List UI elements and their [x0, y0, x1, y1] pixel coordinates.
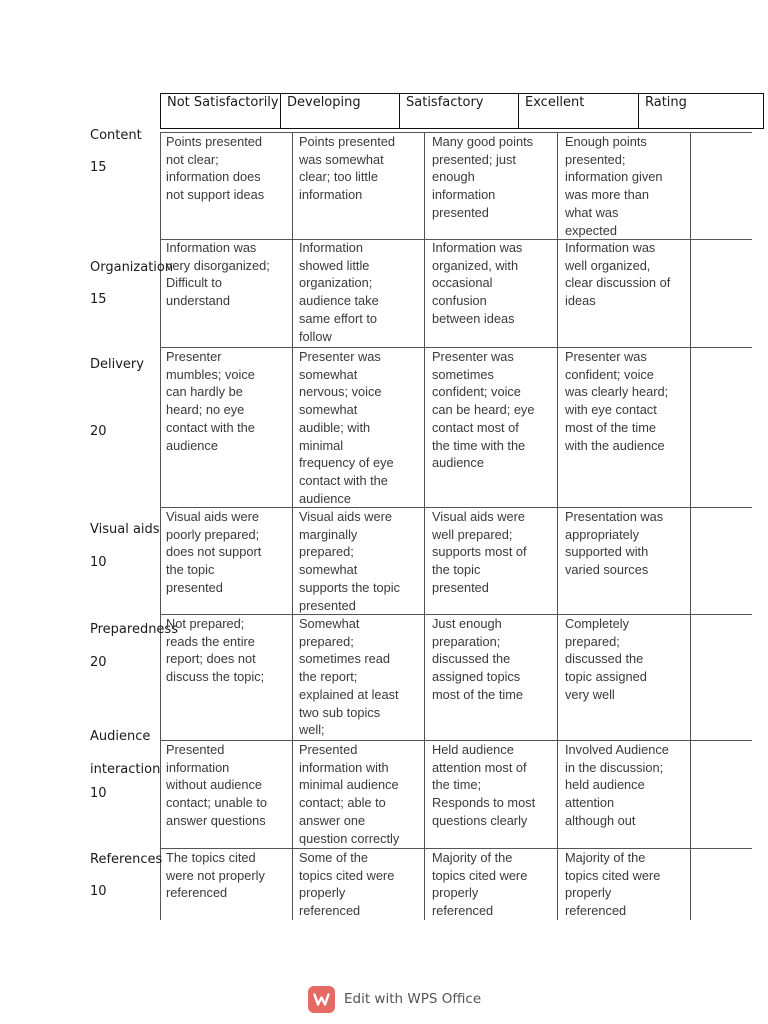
criterion-label-organization: Organization — [90, 260, 174, 275]
rubric-cell: Presented information without audience contact; unable to answer questions — [166, 742, 268, 828]
rubric-cell: Presenter mumbles; voice can hardly be heard; no eye contact with the audience — [166, 349, 255, 453]
grid-line — [690, 132, 691, 920]
header-satisfactory: Satisfactory — [400, 94, 519, 128]
criterion-points-content: 15 — [90, 160, 107, 175]
criterion-points-delivery: 20 — [90, 424, 107, 439]
grid-line — [557, 132, 558, 920]
rubric-cell: Some of the topics cited were properly referenced — [299, 850, 395, 919]
wps-edit-label: Edit with WPS Office — [344, 991, 482, 1007]
rubric-cell: Information was very disorganized; Difficult to understand — [166, 240, 270, 309]
criterion-label-audience-interaction: Audience interaction — [90, 729, 161, 777]
criterion-points-organization: 15 — [90, 292, 107, 307]
grid-line — [424, 132, 425, 920]
rubric-cell: Information showed little organization; audience take same effort to follow — [299, 240, 379, 344]
rubric-cell: Information was organized, with occasional confusion between ideas — [432, 240, 523, 326]
rubric-cell: Not prepared; reads the entire report; does not discuss the topic; — [166, 616, 265, 685]
rubric-cell: Presenter was confident; voice was clearly heard; with eye contact most of the time with the audience — [565, 349, 669, 453]
rubric-cell: Points presented was somewhat clear; too little information — [299, 134, 396, 203]
rubric-cell: Enough points presented; information given was more than what was expected — [565, 134, 663, 238]
rubric-cell: Presenter was sometimes confident; voice can be heard; eye contact most of the time with the audience — [432, 349, 535, 471]
wps-logo-icon — [308, 986, 335, 1013]
rubric-cell: Majority of the topics cited were properly referenced — [565, 850, 661, 919]
header-excellent: Excellent — [519, 94, 639, 128]
rubric-cell: Presented information with minimal audience contact; able to answer one question correctly — [299, 742, 400, 846]
rubric-cell: Completely prepared; discussed the topic assigned very well — [565, 616, 647, 702]
criterion-label-delivery: Delivery — [90, 357, 144, 372]
rubric-cell: Points presented not clear; information does not support ideas — [166, 134, 265, 203]
criterion-points-preparedness: 20 — [90, 655, 107, 670]
grid-line — [292, 132, 293, 920]
criterion-points-audience-interaction: 10 — [90, 786, 107, 801]
rubric-cell: Presenter was somewhat nervous; voice somewhat audible; with minimal frequency of eye contact with the audience — [299, 349, 394, 506]
rubric-cell: Visual aids were marginally prepared; somewhat supports the topic presented — [299, 509, 401, 613]
grid-line — [160, 132, 161, 920]
criterion-points-visual-aids: 10 — [90, 555, 107, 570]
header-developing: Developing — [281, 94, 400, 128]
rubric-cell: The topics cited were not properly referenced — [166, 850, 265, 901]
rubric-cell: Visual aids were well prepared; supports most of the topic presented — [432, 509, 527, 595]
criterion-label-references: References — [90, 852, 163, 867]
rubric-cell: Information was well organized, clear discussion of ideas — [565, 240, 671, 309]
criterion-label-content: Content — [90, 128, 142, 143]
rubric-cell: Majority of the topics cited were properly referenced — [432, 850, 528, 919]
rubric-cell: Somewhat prepared; sometimes read the report; explained at least two sub topics well; — [299, 616, 399, 738]
wps-edit-banner[interactable] — [308, 985, 481, 1013]
rubric-cell: Presentation was appropriately supported with varied sources — [565, 509, 664, 578]
header-rating: Rating — [645, 95, 687, 110]
header-not-satisfactorily: Not Satisfactorily — [161, 94, 281, 128]
criterion-label-preparedness: Preparedness — [90, 622, 178, 637]
rubric-header-row — [160, 93, 764, 129]
rubric-cell: Just enough preparation; discussed the assigned topics most of the time — [432, 616, 524, 702]
rubric-cell: Visual aids were poorly prepared; does not support the topic presented — [166, 509, 262, 595]
criterion-label-visual-aids: Visual aids — [90, 522, 160, 537]
rubric-cell: Held audience attention most of the time; Responds to most questions clearly — [432, 742, 536, 828]
rubric-cell: Many good points presented; just enough information presented — [432, 134, 534, 220]
criterion-points-references: 10 — [90, 884, 107, 899]
rubric-cell: Involved Audience in the discussion; held audience attention although out — [565, 742, 669, 828]
